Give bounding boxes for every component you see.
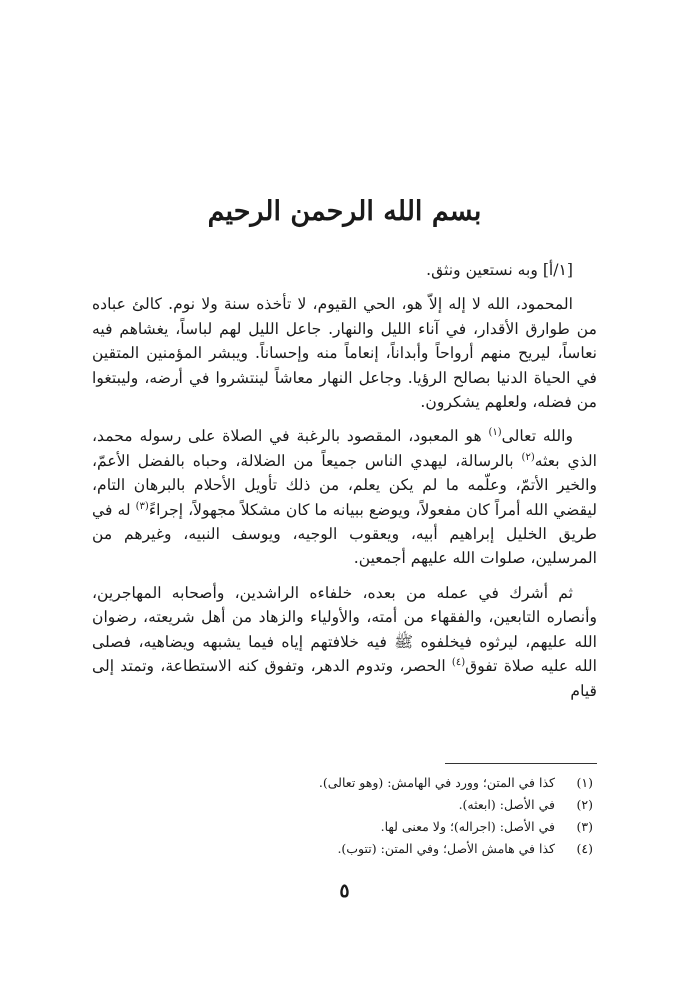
footnote-3-text: في الأصل: (اجراله)؛ ولا معنى لها. (380, 819, 555, 834)
paragraph-2-text-d: له في طريق الخليل إبراهيم أبيه، ويعقوب الوجيه، ويوسف النبيه، وغيرهم من المرسلين، صلوات الله عليهم أجمعين. (92, 500, 597, 568)
footnote-1-text: كذا في المتن؛ وورد في الهامش: (وهو تعالى). (318, 775, 555, 790)
footnotes (120, 772, 593, 860)
main-text (92, 258, 597, 703)
paragraph-2 (92, 424, 597, 570)
paragraph-1-text: المحمود، الله لا إله إلاّ هو، الحي القيوم، لا تأخذه سنة ولا نوم. كالئ عباده من طوارق الأقدار، في آناء الليل والنهار. جاعل الليل لهم لباساً، يغشاهم فيه نعاساً، ليريح منهم أرواحاً وأبداناً، إنعاماً منه وإحساناً. ويبشر المؤمنين المتقين في الحياة الدنيا بصالح الرؤيا. وجاعل النهار معاشاً لينتشروا في أرضه، وليبتغوا من فضله، ولعلهم يشكرون. (92, 295, 597, 412)
paragraph-2-text-a: والله تعالى (501, 427, 573, 446)
footnote-3 (120, 816, 593, 838)
footnote-ref-3: (٣) (135, 500, 149, 512)
paragraph-3 (92, 581, 597, 703)
paragraph-3-text-b: الحصر، وتدوم الدهر، وتفوق كنه الاستطاعة، وتمتد إلى قيام (92, 657, 597, 700)
paragraph-3-text-a: ثم أشرك في عمله من بعده، خلفاءه الراشدين، وأصحابه المهاجرين، وأنصاره التابعين، والفقهاء من أمته، والأولياء والزهاد من أهل شريعته، رضوان الله عليهم، ليرثوه فيخلفوه ﷺ فيه خلافتهم إياه فيما يشبهه ويضاهيه، فصلى الله عليه صلاة تفوق (92, 583, 597, 676)
footnote-4-number: (٤) (576, 841, 593, 856)
footnote-ref-4: (٤) (451, 656, 466, 668)
paragraph-2-text-c: بالرسالة، ليهدي الناس جميعاً من الضلالة، وحباه بالفضل الأعمّ، والخير الأتمّ، وعلّمه ما لم يكن يعلم، من ذلك تأويل الأحلام بالبرهان التام، ليقضي الله أمراً كان مفعولاً، ويوضع ببيانه ما كان مشكلاً مجهولاً، إجراءً (92, 451, 597, 519)
footnote-ref-1: (١) (488, 427, 502, 439)
paragraph-1 (92, 292, 597, 414)
page-number: ٥ (339, 880, 350, 902)
footnote-2 (120, 794, 593, 816)
footnote-2-number: (٢) (576, 797, 593, 812)
footnote-3-number: (٣) (576, 819, 593, 834)
basmala-heading: بسم الله الرحمن الرحيم (207, 196, 482, 227)
opening-line: [١/أ] وبه نستعين ونثق. (426, 261, 573, 279)
footnote-ref-2: (٢) (521, 451, 535, 463)
footnote-2-text: في الأصل: (ابعثه). (458, 797, 555, 812)
paragraph-2-text-b: هو المعبود، المقصود بالرغبة في الصلاة على رسوله محمد، الذي بعثه (92, 427, 597, 470)
footnote-1 (120, 772, 593, 794)
footnote-divider (445, 763, 597, 764)
footnote-4-text: كذا في هامش الأصل؛ وفي المتن: (تتوب). (337, 841, 555, 856)
footnote-1-number: (١) (576, 775, 593, 790)
footnote-4 (120, 838, 593, 860)
